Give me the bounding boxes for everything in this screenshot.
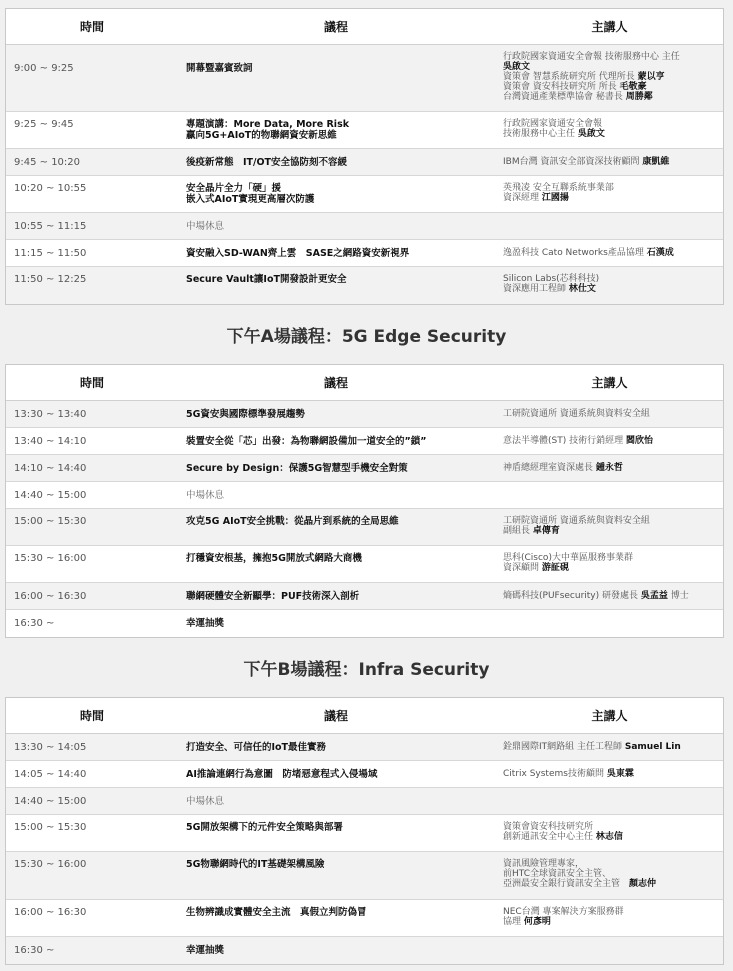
speaker-line <box>503 917 723 927</box>
table-row <box>6 455 723 482</box>
session-time: 13:30 ~ 13:40 <box>14 409 87 420</box>
speaker-title: 神盾總經理室資深處長 <box>503 463 596 473</box>
session-topic <box>186 157 503 175</box>
topic-line: 聯網硬體安全新顯學：PUF技術深入剖析 <box>186 591 360 602</box>
speaker-name: 吳啟文 <box>503 62 531 72</box>
session-topic <box>186 859 503 899</box>
speaker-line <box>503 92 723 102</box>
header-time: 時間 <box>79 20 104 34</box>
table-row <box>6 240 723 267</box>
session-speaker <box>503 119 723 148</box>
speaker-name: 康凱維 <box>642 157 670 167</box>
table-row <box>6 583 723 610</box>
speaker-line <box>503 869 723 879</box>
header-speaker: 主講人 <box>591 376 628 390</box>
speaker-line <box>503 436 723 446</box>
session-speaker <box>503 859 723 899</box>
speaker-name: 吳孟益 <box>640 591 668 601</box>
table-row <box>6 788 723 815</box>
table-row <box>6 482 723 509</box>
speaker-line <box>503 248 723 258</box>
speaker-line <box>503 463 723 473</box>
table-row <box>6 852 723 900</box>
table-row <box>6 428 723 455</box>
topic-line: 裝置安全從「芯」出發：為物聯網設備加一道安全的”鎖” <box>186 436 427 447</box>
session-time: 16:00 ~ 16:30 <box>14 591 87 602</box>
session-time: 14:05 ~ 14:40 <box>14 769 87 780</box>
speaker-name: 顏志仲 <box>629 879 657 889</box>
topic-line: 專題演講：More Data, More Risk <box>186 119 350 130</box>
speaker-title: 資深顧問 <box>503 563 542 573</box>
speaker-line <box>503 516 723 526</box>
session-speaker <box>503 274 723 304</box>
session-speaker <box>503 463 723 481</box>
topic-line: 幸運抽獎 <box>186 945 225 956</box>
speaker-title: 工研院資通所 資通系統與資料安全組 <box>503 409 650 419</box>
speaker-title: 行政院國家資通安全會報 技術服務中心 主任 <box>503 52 680 62</box>
session-time: 14:40 ~ 15:00 <box>14 490 87 501</box>
speaker-title: 技術服務中心主任 <box>503 129 578 139</box>
speaker-line <box>503 72 723 82</box>
speaker-title: 博士 <box>667 591 689 601</box>
speaker-name: 卓傳育 <box>532 526 560 536</box>
morning-agenda-table <box>5 8 724 305</box>
session-topic <box>186 553 503 582</box>
speaker-line <box>503 274 723 284</box>
speaker-line <box>503 832 723 842</box>
session-time: 9:45 ~ 10:20 <box>14 157 81 168</box>
header-agenda: 議程 <box>323 709 348 723</box>
session-topic <box>186 769 503 787</box>
speaker-title: 資深應用工程師 <box>503 284 569 294</box>
topic-line: 攻克5G AIoT安全挑戰：從晶片到系統的全局思維 <box>186 516 399 527</box>
session-speaker <box>503 490 723 508</box>
session-topic <box>186 822 503 851</box>
table-row <box>6 937 723 964</box>
speaker-title: 台灣資通產業標準協會 秘書長 <box>503 92 626 102</box>
section-title-b: 下午B場議程：Infra Security <box>243 660 490 680</box>
session-topic <box>186 591 503 609</box>
topic-line: Secure Vault讓IoT開發設計更安全 <box>186 274 347 285</box>
topic-line: 資安融入SD-WAN齊上雲 SASE之網路資安新視界 <box>186 248 410 259</box>
table-row <box>6 149 723 176</box>
table-row <box>6 761 723 788</box>
speaker-title: 亞洲最安全銀行資訊安全主管 <box>503 879 630 889</box>
topic-line: 打穩資安根基，擁抱5G開放式網路大商機 <box>186 553 362 564</box>
table-row <box>6 112 723 149</box>
speaker-title: 意法半導體(ST) 技術行銷經理 <box>503 436 626 446</box>
speaker-line <box>503 129 723 139</box>
session-speaker <box>503 409 723 427</box>
speaker-title: 資訊風險管理專家， <box>503 859 585 869</box>
speaker-title: 資策會資安科技研究所 <box>503 822 594 832</box>
session-topic <box>186 436 503 454</box>
topic-line: 安全晶片全力「硬」援 <box>186 183 282 194</box>
topic-line: 嵌入式AIoT實現更高層次防護 <box>186 194 315 205</box>
session-time: 14:10 ~ 14:40 <box>14 463 87 474</box>
session-time: 15:00 ~ 15:30 <box>14 516 87 527</box>
table-row <box>6 267 723 304</box>
speaker-name: 吳啟文 <box>577 129 605 139</box>
afternoon-b-agenda-table <box>5 697 724 965</box>
speaker-line <box>503 769 723 779</box>
speaker-title: 英飛凌 安全互聯系統事業部 <box>503 183 614 193</box>
speaker-line <box>503 193 723 203</box>
table-row <box>6 401 723 428</box>
speaker-name: 林仕文 <box>568 284 596 294</box>
session-topic <box>186 409 503 427</box>
session-time: 9:25 ~ 9:45 <box>14 119 74 130</box>
session-time: 13:40 ~ 14:10 <box>14 436 87 447</box>
session-topic <box>186 742 503 760</box>
speaker-line <box>503 859 723 869</box>
speaker-title: 資策會 資安科技研究所 所長 <box>503 82 620 92</box>
speaker-name: 蒙以亨 <box>637 72 665 82</box>
header-agenda: 議程 <box>323 376 348 390</box>
speaker-title: 副組長 <box>503 526 533 536</box>
session-topic <box>186 52 503 111</box>
speaker-line <box>503 526 723 536</box>
topic-line: 後疫新常態 IT/OT安全協防刻不容緩 <box>186 157 348 168</box>
session-topic <box>186 490 503 508</box>
session-time: 9:00 ~ 9:25 <box>14 63 74 74</box>
speaker-title: Silicon Labs(芯科科技) <box>503 274 600 284</box>
session-speaker <box>503 221 723 239</box>
header-agenda: 議程 <box>323 20 348 34</box>
speaker-line <box>503 879 723 889</box>
speaker-title: 創新通訊安全中心主任 <box>503 832 596 842</box>
table-header <box>6 365 723 401</box>
speaker-line <box>503 553 723 563</box>
header-speaker: 主講人 <box>591 709 628 723</box>
session-topic <box>186 516 503 545</box>
speaker-name: 吳東霖 <box>606 769 634 779</box>
session-speaker <box>503 945 723 964</box>
speaker-title: 銓鼎國際IT網路組 主任工程師 <box>503 742 625 752</box>
topic-line: 生物辨識成實體安全主流 真假立判防偽冒 <box>186 907 367 918</box>
speaker-line <box>503 563 723 573</box>
speaker-title: 行政院國家資通安全會報 <box>503 119 603 129</box>
topic-line: 中場休息 <box>186 796 225 807</box>
speaker-title: 思科(Cisco)大中華區服務事業群 <box>503 553 633 563</box>
topic-line: 打造安全、可信任的IoT最佳實務 <box>186 742 327 753</box>
speaker-name: 閻欣怡 <box>625 436 653 446</box>
session-time: 16:30 ~ <box>14 618 55 629</box>
table-row <box>6 213 723 240</box>
speaker-title: 協理 <box>503 917 524 927</box>
speaker-name: Samuel Lin <box>624 742 681 752</box>
session-time: 16:30 ~ <box>14 945 55 956</box>
topic-line: 5G開放架構下的元件安全策略與部署 <box>186 822 343 833</box>
table-row <box>6 815 723 852</box>
topic-line: 5G物聯網時代的IT基礎架構風險 <box>186 859 325 870</box>
session-time: 15:30 ~ 16:00 <box>14 553 87 564</box>
session-speaker <box>503 618 723 637</box>
session-topic <box>186 463 503 481</box>
table-row <box>6 176 723 213</box>
session-speaker <box>503 769 723 787</box>
speaker-name: 游証硯 <box>541 563 569 573</box>
speaker-line <box>503 183 723 193</box>
speaker-title: 工研院資通所 資通系統與資料安全組 <box>503 516 650 526</box>
session-speaker <box>503 248 723 266</box>
speaker-name: 鍾永哲 <box>595 463 623 473</box>
speaker-name: 林志信 <box>595 832 623 842</box>
speaker-line <box>503 409 723 419</box>
speaker-title: 熵碼科技(PUFsecurity) 研發處長 <box>503 591 641 601</box>
speaker-line <box>503 119 723 129</box>
speaker-name: 毛敬豪 <box>619 82 647 92</box>
section-title-a: 下午A場議程：5G Edge Security <box>226 327 507 347</box>
session-time: 10:20 ~ 10:55 <box>14 183 87 194</box>
table-header <box>6 9 723 45</box>
speaker-name: 周勝鄰 <box>625 92 653 102</box>
session-topic <box>186 945 503 964</box>
session-topic <box>186 618 503 637</box>
table-row <box>6 509 723 546</box>
session-speaker <box>503 436 723 454</box>
session-time: 11:15 ~ 11:50 <box>14 248 87 259</box>
session-topic <box>186 907 503 936</box>
session-time: 15:00 ~ 15:30 <box>14 822 87 833</box>
speaker-name: 江國揚 <box>541 193 569 203</box>
speaker-name: 何彥明 <box>523 917 551 927</box>
session-topic <box>186 248 503 266</box>
session-time: 10:55 ~ 11:15 <box>14 221 87 232</box>
topic-line: 幸運抽獎 <box>186 618 225 629</box>
topic-line: 開幕暨嘉賓致詞 <box>186 63 253 74</box>
session-speaker <box>503 553 723 582</box>
speaker-title: 前HTC全球資訊安全主管、 <box>503 869 612 879</box>
speaker-name: 石漢成 <box>646 248 674 258</box>
speaker-title: Citrix Systems技術顧問 <box>503 769 607 779</box>
speaker-line <box>503 157 723 167</box>
session-time: 14:40 ~ 15:00 <box>14 796 87 807</box>
table-row <box>6 900 723 937</box>
afternoon-a-agenda-table <box>5 364 724 638</box>
topic-line: 5G資安與國際標準發展趨勢 <box>186 409 305 420</box>
session-time: 15:30 ~ 16:00 <box>14 859 87 870</box>
table-row <box>6 610 723 637</box>
header-time: 時間 <box>79 376 104 390</box>
speaker-line <box>503 52 723 62</box>
table-row <box>6 45 723 112</box>
session-speaker <box>503 742 723 760</box>
speaker-line <box>503 907 723 917</box>
speaker-title: 資策會 智慧系統研究所 代理所長 <box>503 72 638 82</box>
speaker-title: 資深經理 <box>503 193 542 203</box>
session-speaker <box>503 52 723 111</box>
session-speaker <box>503 822 723 851</box>
topic-line: 贏向5G+AIoT的物聯網資安新思維 <box>186 130 337 141</box>
speaker-line <box>503 284 723 294</box>
table-row <box>6 734 723 761</box>
session-topic <box>186 119 503 148</box>
session-speaker <box>503 907 723 936</box>
topic-line: 中場休息 <box>186 490 225 501</box>
speaker-line <box>503 62 723 72</box>
speaker-line <box>503 82 723 92</box>
topic-line: 中場休息 <box>186 221 225 232</box>
speaker-line <box>503 742 723 752</box>
session-topic <box>186 796 503 814</box>
session-time: 16:00 ~ 16:30 <box>14 907 87 918</box>
speaker-line <box>503 822 723 832</box>
session-topic <box>186 221 503 239</box>
session-speaker <box>503 157 723 175</box>
session-speaker <box>503 516 723 545</box>
topic-line: Secure by Design：保護5G智慧型手機安全對策 <box>186 463 408 474</box>
table-row <box>6 546 723 583</box>
header-time: 時間 <box>79 709 104 723</box>
session-speaker <box>503 796 723 814</box>
session-speaker <box>503 183 723 212</box>
session-topic <box>186 274 503 304</box>
topic-line: AI推論連網行為意圖 防堵惡意程式入侵場域 <box>186 769 378 780</box>
session-time: 11:50 ~ 12:25 <box>14 274 87 285</box>
speaker-title: NEC台灣 專案解決方案服務群 <box>503 907 624 917</box>
session-time: 13:30 ~ 14:05 <box>14 742 87 753</box>
speaker-title: 逸盈科技 Cato Networks產品協理 <box>503 248 647 258</box>
speaker-line <box>503 591 723 601</box>
table-header <box>6 698 723 734</box>
session-topic <box>186 183 503 212</box>
session-speaker <box>503 591 723 609</box>
speaker-title: IBM台灣 資訊安全部資深技術顧問 <box>503 157 643 167</box>
header-speaker: 主講人 <box>591 20 628 34</box>
